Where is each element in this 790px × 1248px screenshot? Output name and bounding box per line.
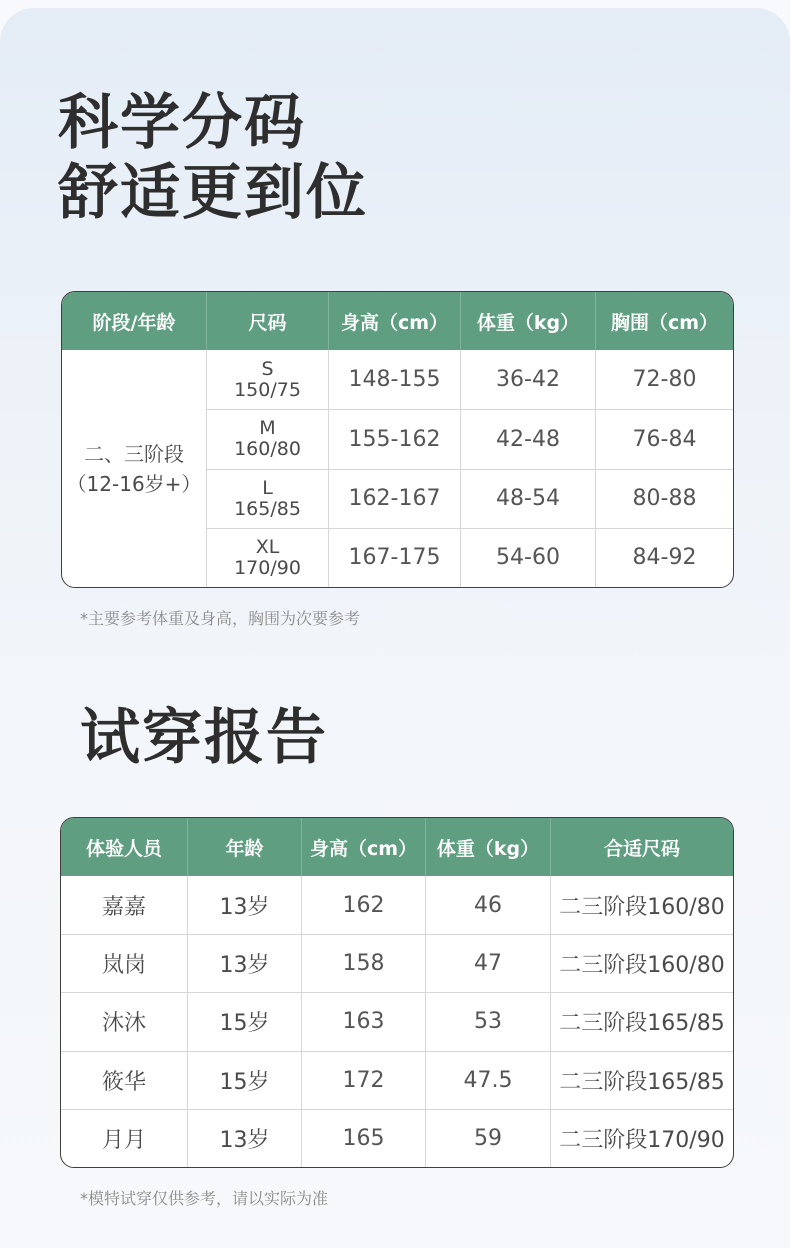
trial-note: *模特试穿仅供参考，请以实际为准: [80, 1189, 329, 1208]
weight-cell: 48-54: [461, 469, 596, 528]
tester-fit-size: 二三阶段160/80: [559, 894, 725, 920]
tester-height: 172: [302, 1051, 426, 1109]
height-cell: 155-162: [329, 409, 461, 468]
weight-cell: 42-48: [461, 409, 596, 468]
tester-weight: 47.5: [426, 1051, 551, 1109]
size-cell: [207, 469, 329, 528]
tester-height: 165: [302, 1109, 426, 1167]
height-cell: 148-155: [329, 350, 461, 409]
tester-weight: 59: [426, 1109, 551, 1167]
chest-cell: 76-84: [596, 409, 733, 468]
size-letter: L: [262, 476, 273, 499]
trial-report-table: [60, 817, 734, 1168]
tester-weight: 53: [426, 992, 551, 1050]
tester-name: 筱华: [61, 1051, 188, 1109]
header-tester: 体验人员: [61, 818, 188, 876]
tester-fit-size: 二三阶段160/80: [551, 934, 733, 992]
tester-age: 13岁: [188, 934, 302, 992]
trial-row: [61, 934, 733, 992]
tester-name: 沐沐: [61, 992, 188, 1050]
size-letter: S: [261, 357, 274, 380]
header-stage-age: 阶段/年龄: [62, 292, 207, 350]
chest-cell: 72-80: [632, 367, 697, 393]
tester-name: 岚岗: [61, 934, 188, 992]
tester-fit-size: 二三阶段165/85: [551, 1051, 733, 1109]
weight-cell: 54-60: [461, 528, 596, 587]
size-code: 165/85: [234, 497, 301, 520]
trial-header-row: [61, 818, 733, 876]
tester-name: 月月: [61, 1109, 188, 1167]
size-code: 150/75: [234, 378, 301, 401]
height-cell: 162-167: [329, 469, 461, 528]
size-note: *主要参考体重及身高，胸围为次要参考: [80, 609, 361, 628]
chest-cell: 80-88: [596, 469, 733, 528]
size-code: 160/80: [234, 438, 301, 461]
size-chart-table: [61, 291, 734, 588]
tester-fit-size: 二三阶段170/90: [551, 1109, 733, 1167]
header-weight: 体重（kg）: [426, 818, 551, 876]
tester-weight: 46: [426, 876, 551, 934]
size-title-line1: 科学分码: [58, 88, 306, 158]
trial-row: [61, 1109, 733, 1167]
header-age: 年龄: [188, 818, 302, 876]
header-chest: 胸围（cm）: [596, 292, 733, 350]
tester-age: 13岁: [188, 876, 302, 934]
size-letter: M: [259, 417, 276, 440]
stage-label: 二、三阶段: [84, 441, 184, 466]
size-cell: [207, 350, 329, 409]
header-size: 尺码: [207, 292, 329, 350]
trial-row: [61, 992, 733, 1050]
tester-height: 162: [302, 876, 426, 934]
chest-cell: 84-92: [596, 528, 733, 587]
size-code: 170/90: [234, 556, 301, 579]
tester-height: 158: [302, 934, 426, 992]
tester-age: 13岁: [188, 1109, 302, 1167]
size-letter: XL: [255, 535, 280, 558]
size-title-line2: 舒适更到位: [58, 158, 368, 228]
size-cell: [207, 528, 329, 587]
height-cell: 167-175: [329, 528, 461, 587]
tester-height: 163: [302, 992, 426, 1050]
trial-row: [61, 876, 733, 934]
stage-age: （12-16岁+）: [66, 471, 202, 496]
tester-age: 15岁: [188, 992, 302, 1050]
size-cell: [207, 409, 329, 468]
trial-report-title: 试穿报告: [80, 703, 328, 773]
tester-age: 15岁: [188, 1051, 302, 1109]
size-header-row: [62, 292, 733, 350]
header-fit-size: 合适尺码: [551, 818, 733, 876]
tester-weight: 47: [426, 934, 551, 992]
header-height: 身高（cm）: [302, 818, 426, 876]
tester-name: 嘉嘉: [61, 876, 188, 934]
weight-cell: 36-42: [461, 350, 596, 409]
size-row: [62, 350, 733, 409]
trial-row: [61, 1051, 733, 1109]
stage-cell: [62, 350, 207, 587]
header-weight: 体重（kg）: [461, 292, 596, 350]
header-height: 身高（cm）: [329, 292, 461, 350]
tester-fit-size: 二三阶段165/85: [551, 992, 733, 1050]
